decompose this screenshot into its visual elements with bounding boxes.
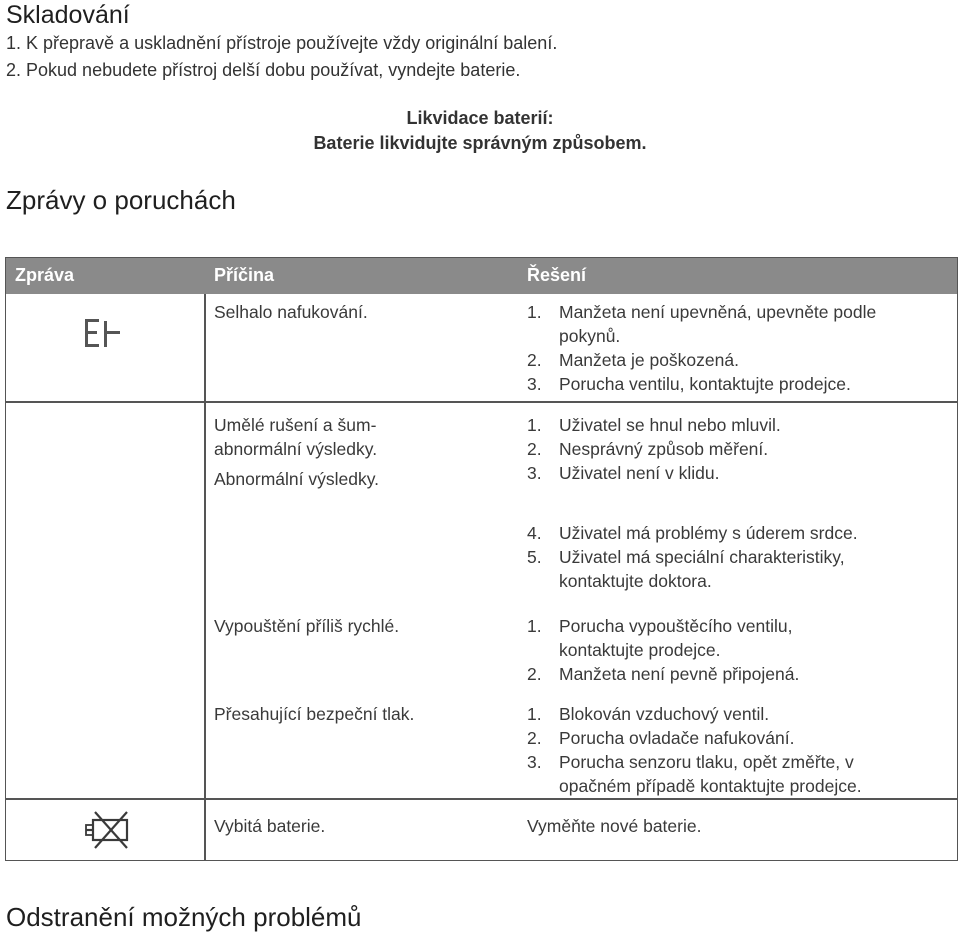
solution-item xyxy=(527,300,876,348)
disposal-heading: Likvidace baterií: xyxy=(406,108,554,128)
cause-text: Abnormální výsledky. xyxy=(214,469,380,489)
solution-cell xyxy=(527,814,701,838)
solution-text: Porucha vypouštěcího ventilu, xyxy=(559,616,793,636)
solution-text: Porucha ovladače nafukování. xyxy=(559,728,795,748)
solution-text: kontaktujte prodejce. xyxy=(559,640,721,660)
solution-number: 2. xyxy=(527,664,542,684)
solution-text: Uživatel má problémy s úderem srdce. xyxy=(559,523,858,543)
solution-number: 1. xyxy=(527,704,542,724)
cause-cell xyxy=(214,300,368,324)
solution-item xyxy=(527,750,862,798)
solution-text: Uživatel se hnul nebo mluvil. xyxy=(559,415,781,435)
solution-number: 2. xyxy=(527,350,542,370)
errors-title: Zprávy o poruchách xyxy=(6,185,236,215)
solution-text: Porucha senzoru tlaku, opět změřte, v xyxy=(559,752,854,772)
solution-item xyxy=(527,413,858,437)
storage-item-1: 1. K přepravě a uskladnění přístroje používejte vždy originální balení. xyxy=(6,33,558,53)
solution-item xyxy=(527,545,858,593)
cause-text: Přesahující bezpeční tlak. xyxy=(214,704,415,724)
er-display-icon xyxy=(82,315,126,355)
solution-number: 1. xyxy=(527,302,542,322)
solution-number: 1. xyxy=(527,616,542,636)
solution-item xyxy=(527,437,858,461)
cause-cell xyxy=(214,702,414,726)
solution-number: 2. xyxy=(527,439,542,459)
solution-item xyxy=(527,372,876,396)
error-table xyxy=(5,257,958,861)
column-header-message: Zpráva xyxy=(15,265,75,285)
solution-text: Uživatel má speciální charakteristiky, xyxy=(559,547,845,567)
low-battery-icon xyxy=(83,810,135,850)
solution-text: Manžeta není upevněná, upevněte podle xyxy=(559,302,877,322)
solution-text: pokynů. xyxy=(559,326,621,346)
row-divider xyxy=(6,798,957,800)
cause-text: abnormální výsledky. xyxy=(214,439,378,459)
storage-item-2: 2. Pokud nebudete přístroj delší dobu používat, vyndejte baterie. xyxy=(6,60,521,80)
cause-cell xyxy=(214,413,379,491)
storage-title: Skladování xyxy=(6,1,130,29)
solution-number: 4. xyxy=(527,523,542,543)
cause-cell xyxy=(214,814,325,838)
solution-item xyxy=(527,662,799,686)
solution-cell xyxy=(527,702,862,798)
solution-text: Nesprávný způsob měření. xyxy=(559,439,769,459)
column-header-cause: Příčina xyxy=(214,265,275,285)
column-header-solution: Řešení xyxy=(527,265,587,285)
solution-text: kontaktujte doktora. xyxy=(559,571,712,591)
solution-text: Blokován vzduchový ventil. xyxy=(559,704,770,724)
solution-cell xyxy=(527,300,876,396)
solution-text: Vyměňte nové baterie. xyxy=(527,816,702,836)
solution-text: Porucha ventilu, kontaktujte prodejce. xyxy=(559,374,851,394)
row-divider xyxy=(6,401,957,403)
solution-text: Manžeta je poškozená. xyxy=(559,350,739,370)
cause-text: Vybitá baterie. xyxy=(214,816,326,836)
solution-text: Manžeta není pevně připojená. xyxy=(559,664,800,684)
solution-item xyxy=(527,521,858,545)
cause-text: Vypouštění příliš rychlé. xyxy=(214,616,400,636)
solution-number: 3. xyxy=(527,374,542,394)
solution-number: 1. xyxy=(527,415,542,435)
cause-text: Selhalo nafukování. xyxy=(214,302,368,322)
solution-text: opačném případě kontaktujte prodejce. xyxy=(559,776,862,796)
cause-cell xyxy=(214,614,399,638)
solution-item xyxy=(527,348,876,372)
troubleshooting-title: Odstranění možných problémů xyxy=(6,902,362,932)
solution-cell xyxy=(527,614,799,686)
table-header xyxy=(6,258,957,294)
solution-number: 3. xyxy=(527,463,542,483)
solution-text: Uživatel není v klidu. xyxy=(559,463,720,483)
solution-item xyxy=(527,726,862,750)
solution-item xyxy=(527,461,858,485)
column-divider xyxy=(204,294,206,860)
solution-number: 5. xyxy=(527,547,542,567)
disposal-text: Baterie likvidujte správným způsobem. xyxy=(313,133,647,153)
solution-item xyxy=(527,702,862,726)
solution-number: 3. xyxy=(527,752,542,772)
solution-cell xyxy=(527,413,858,593)
cause-text: Umělé rušení a šum- xyxy=(214,415,377,435)
solution-item xyxy=(527,614,799,662)
solution-number: 2. xyxy=(527,728,542,748)
